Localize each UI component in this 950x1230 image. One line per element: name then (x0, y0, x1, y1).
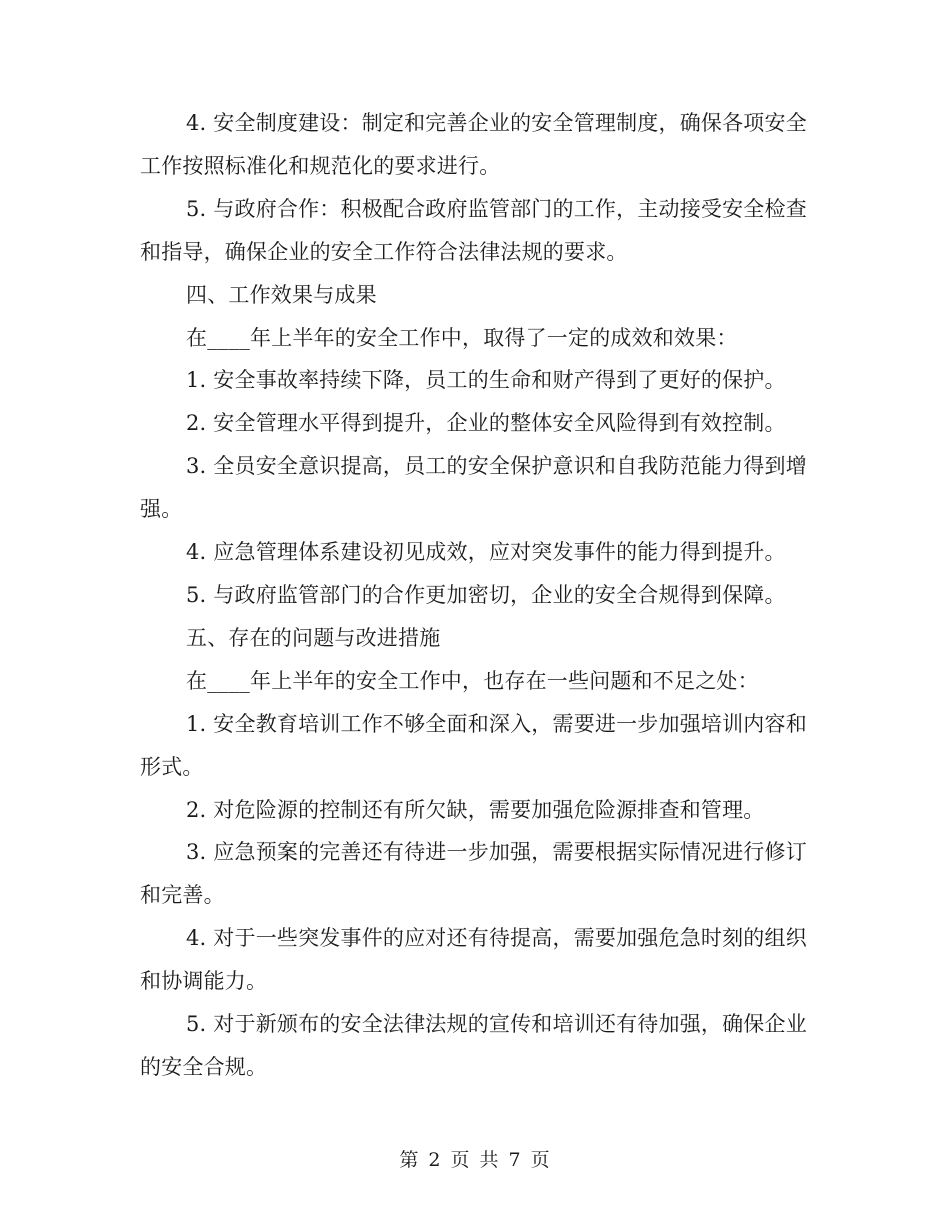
document-body (140, 102, 808, 1089)
paragraph-results-intro: 在____年上半年的安全工作中，取得了一定的成效和效果： (186, 325, 738, 350)
issue-item-1: 1. 安全教育培训工作不够全面和深入，需要进一步加强培训内容和形式。 (140, 711, 807, 779)
issue-item-5: 5. 对于新颁布的安全法律法规的宣传和培训还有待加强，确保企业的安全合规。 (140, 1012, 807, 1079)
page-number-footer: 第 2 页 共 7 页 (399, 1149, 551, 1171)
result-item-2: 2. 安全管理水平得到提升，企业的整体安全风险得到有效控制。 (186, 411, 786, 436)
result-item-3: 3. 全员安全意识提高，员工的安全保护意识和自我防范能力得到增强。 (140, 454, 807, 522)
paragraph-safety-system: 4. 安全制度建设：制定和完善企业的安全管理制度，确保各项安全工作按照标准化和规范化的要求进行。 (140, 111, 807, 178)
paragraph-issues-intro: 在____年上半年的安全工作中，也存在一些问题和不足之处： (186, 668, 759, 693)
section-heading-issues: 五、存在的问题与改进措施 (186, 625, 441, 650)
result-item-1: 1. 安全事故率持续下降，员工的生命和财产得到了更好的保护。 (186, 368, 786, 393)
result-item-5: 5. 与政府监管部门的合作更加密切，企业的安全合规得到保障。 (186, 582, 786, 607)
issue-item-3: 3. 应急预案的完善还有待进一步加强，需要根据实际情况进行修订和完善。 (140, 840, 807, 908)
section-heading-results: 四、工作效果与成果 (186, 282, 377, 307)
issue-item-4: 4. 对于一些突发事件的应对还有待提高，需要加强危急时刻的组织和协调能力。 (140, 926, 807, 994)
paragraph-government-cooperation: 5. 与政府合作：积极配合政府监管部门的工作，主动接受安全检查和指导，确保企业的安全工作符合法律法规的要求。 (140, 196, 807, 264)
result-item-4: 4. 应急管理体系建设初见成效，应对突发事件的能力得到提升。 (186, 540, 786, 565)
issue-item-2: 2. 对危险源的控制还有所欠缺，需要加强危险源排查和管理。 (186, 797, 765, 822)
